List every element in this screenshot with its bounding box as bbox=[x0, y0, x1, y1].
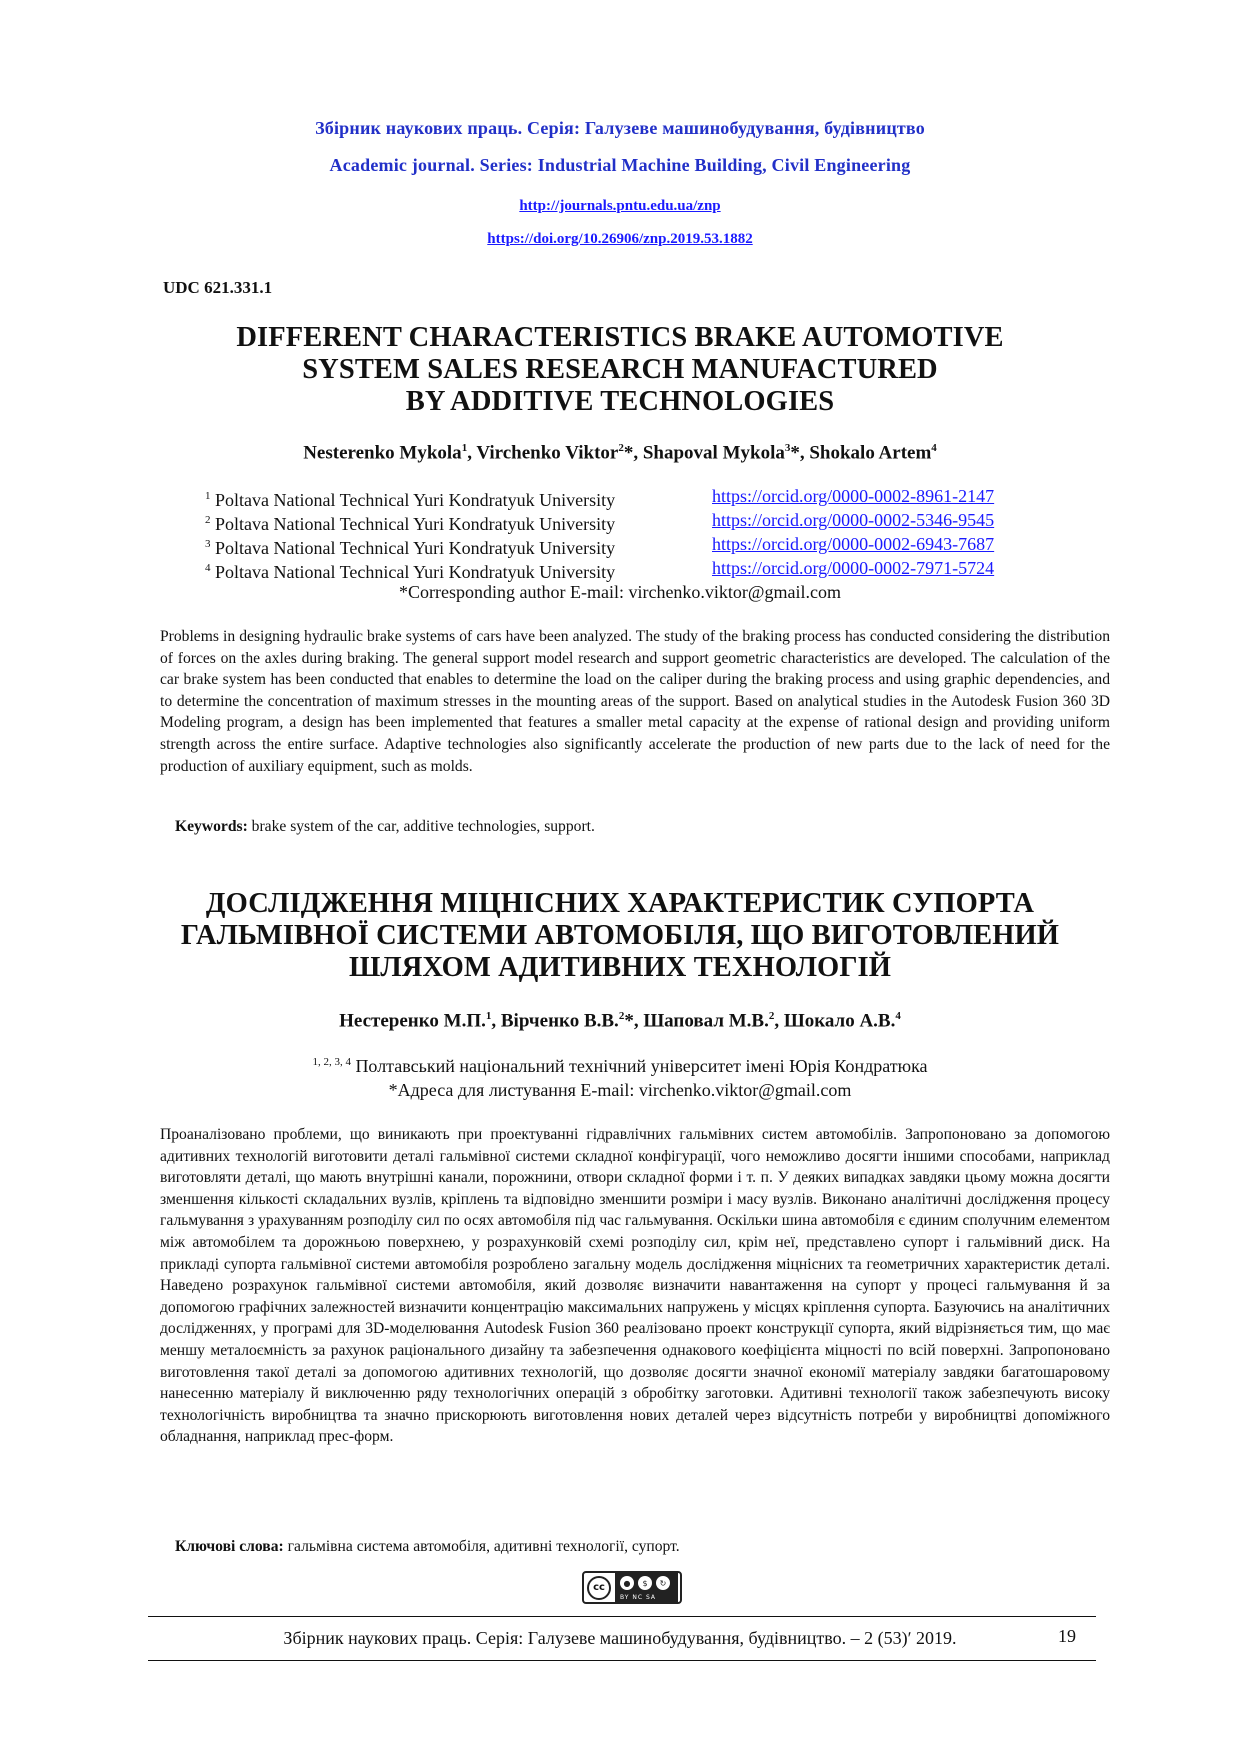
corresponding-author-uk: *Адреса для листування E-mail: virchenko.viktor@gmail.com bbox=[388, 1080, 852, 1100]
affiliation-uk bbox=[0, 1056, 1240, 1077]
journal-title-uk: Збірник наукових праць. Серія: Галузеве машинобудування, будівництво bbox=[315, 118, 925, 138]
affiliation-en-2 bbox=[205, 510, 615, 535]
journal-url-link[interactable]: http://journals.pntu.edu.ua/znp bbox=[519, 198, 721, 214]
author-sup: 1 bbox=[485, 1010, 492, 1022]
affiliation-en-3 bbox=[205, 534, 615, 559]
author-sep: *, bbox=[623, 442, 643, 464]
orcid-link-3[interactable]: https://orcid.org/0000-0002-6943-7687 bbox=[712, 534, 995, 554]
author-sup: 2 bbox=[618, 1010, 625, 1022]
author-name: Virchenko Viktor bbox=[476, 442, 619, 464]
affiliation-en-4 bbox=[205, 558, 615, 583]
affiliation-name: Poltava National Technical Yuri Kondratyuk University bbox=[215, 490, 616, 510]
affiliation-en-1 bbox=[205, 486, 615, 511]
keywords-text: brake system of the car, additive technologies, support. bbox=[247, 818, 595, 835]
author-sep: , bbox=[491, 1010, 501, 1032]
journal-title-en: Academic journal. Series: Industrial Machine Building, Civil Engineering bbox=[329, 155, 911, 175]
authors-en bbox=[0, 442, 1240, 464]
title-en-line: BY ADDITIVE TECHNOLOGIES bbox=[405, 386, 835, 417]
orcid-link-4[interactable]: https://orcid.org/0000-0002-7971-5724 bbox=[712, 558, 995, 578]
footer-bottom-rule bbox=[148, 1660, 1096, 1661]
author-sep: *, bbox=[624, 1010, 644, 1032]
author-name: Вірченко В.В. bbox=[500, 1010, 619, 1032]
affiliation-sup: 1 bbox=[205, 490, 211, 502]
footer-citation: Збірник наукових праць. Серія: Галузеве машинобудування, будівництво. – 2 (53)ʹ 2019. bbox=[283, 1628, 957, 1648]
affiliation-sup: 2 bbox=[205, 514, 211, 526]
affiliation-sup: 1, 2, 3, 4 bbox=[312, 1056, 351, 1068]
orcid-link-2[interactable]: https://orcid.org/0000-0002-5346-9545 bbox=[712, 510, 995, 530]
author-name: Шокало А.В. bbox=[783, 1010, 896, 1032]
title-uk bbox=[0, 888, 1240, 984]
author-sep: , bbox=[774, 1010, 784, 1032]
cc-license-badge[interactable] bbox=[582, 1571, 682, 1604]
keywords-label: Keywords: bbox=[175, 818, 248, 835]
title-en bbox=[0, 322, 1240, 418]
title-uk-line: ГАЛЬМІВНОЇ СИСТЕМИ АВТОМОБІЛЯ, ЩО ВИГОТОВЛЕНИЙ bbox=[180, 920, 1060, 951]
author-name: Nesterenko Mykola bbox=[303, 442, 462, 464]
author-sup: 2 bbox=[618, 442, 624, 454]
license-terms-bar bbox=[615, 1573, 678, 1602]
authors-uk bbox=[0, 1010, 1240, 1032]
attribution-icon: ● bbox=[620, 1576, 634, 1590]
abstract-uk: Проаналізовано проблеми, що виникають при проектуванні гідравлічних гальмівних систем автомобілів. Запропоновано за допомогою адитивних технологій виготовити деталі гальмівної системи складної конфігурації, чого неможливо досягти іншими способами, наприклад виготовляти деталі, що мають внутрішні канали, порожнини, отвори складної форми і т. п. У деяких випадках завдяки цьому можна досягти зменшення кількості складальних вузлів, кріплень та відповідно зменшити розміри і масу вузлів. Виконано аналітичні дослідження процесу гальмування з урахуванням розподілу сил по осях автомобіля під час гальмування. Оскільки шина автомобіля є єдиним сполучним елементом між автомобілем та дорожньою поверхнею, у розрахунковій схемі розподілу сил, крім неї, представлено супорт і гальмівний диск. На прикладі супорта гальмівної системи автомобіля розроблено загальну модель дослідження міцнісних та геометричних характеристик деталі. Наведено розрахунок гальмівної системи автомобіля, який дозволяє визначити навантаження на супорт у процесі гальмування й за допомогою графічних залежностей визначити концентрацію максимальних напружень у місцях кріплення супорта. Базуючись на аналітичних дослідженнях, у програмі для 3D-моделювання Autodesk Fusion 360 реалізовано проект конструкції супорта, який відрізняється тим, що має меншу металоємність за рахунок раціонального дизайну та забезпечення однакового коефіцієнта міцності по всій поверхні. Запропоновано виготовлення такої деталі за допомогою адитивних технологій, що дозволяє досягти значної економії матеріалу завдяки багатошаровому нанесенню матеріалу й виключенню ряду технологічних операцій з обробітку заготовки. Адитивні технології також забезпечують високу технологічність виробництва та значно прискорюють виготовлення нових деталей через відсутність потреби у виробництві допоміжного обладнання, наприклад прес-форм. bbox=[160, 1126, 1110, 1446]
keywords-text: гальмівна система автомобіля, адитивні технології, супорт. bbox=[283, 1538, 680, 1555]
author-sup: 2 bbox=[768, 1010, 775, 1022]
title-uk-line: ШЛЯХОМ АДИТИВНИХ ТЕХНОЛОГІЙ bbox=[348, 952, 892, 983]
noncommercial-icon: $ bbox=[638, 1576, 652, 1590]
affiliation-sup: 3 bbox=[205, 538, 211, 550]
author-name: Нестеренко М.П. bbox=[339, 1010, 486, 1032]
author-name: Shapoval Mykola bbox=[642, 442, 785, 464]
author-sup: 3 bbox=[784, 442, 791, 454]
title-en-line: DIFFERENT CHARACTERISTICS BRAKE AUTOMOTIVE bbox=[236, 322, 1004, 353]
footer-top-rule bbox=[148, 1616, 1096, 1617]
page-number: 19 bbox=[1058, 1626, 1076, 1646]
author-name: Шаповал М.В. bbox=[643, 1010, 769, 1032]
abstract-en: Problems in designing hydraulic brake systems of cars have been analyzed. The study of the braking process has conducted considering the distribution of forces on the axles during braking. The general support model research and support geometric characteristics are developed. The calculation of the car brake system has been conducted that enables to determine the load on the caliper during the braking process and using graphic dependencies, and to determine the concentration of maximum stresses in the mounting areas of the support. Based on analytical studies in the Autodesk Fusion 360 3D Modeling program, a design has been implemented that features a smaller metal capacity at the expense of rational design and providing uniform strength across the entire surface. Adaptive technologies also significantly accelerate the production of new parts due to the lack of need for the production of auxiliary equipment, such as molds. bbox=[160, 628, 1110, 775]
affiliation-name: Poltava National Technical Yuri Kondratyuk University bbox=[215, 562, 616, 582]
sharealike-icon: ↻ bbox=[656, 1576, 670, 1590]
affiliation-name: Poltava National Technical Yuri Kondratyuk University bbox=[215, 514, 616, 534]
author-sep: , bbox=[467, 442, 477, 464]
author-sup: 1 bbox=[461, 442, 468, 454]
title-uk-line: ДОСЛІДЖЕННЯ МІЦНІСНИХ ХАРАКТЕРИСТИК СУПОРТА bbox=[205, 888, 1035, 919]
affiliation-name: Poltava National Technical Yuri Kondratyuk University bbox=[215, 538, 616, 558]
keywords-label: Ключові слова: bbox=[175, 1538, 284, 1555]
doi-link[interactable]: https://doi.org/10.26906/znp.2019.53.1882 bbox=[487, 231, 753, 247]
keywords-en bbox=[175, 818, 595, 836]
author-name: Shokalo Artem bbox=[809, 442, 932, 464]
author-sup: 4 bbox=[895, 1010, 901, 1022]
author-sep: *, bbox=[790, 442, 810, 464]
keywords-uk bbox=[175, 1538, 680, 1556]
title-en-line: SYSTEM SALES RESEARCH MANUFACTURED bbox=[302, 354, 938, 385]
license-labels: BY NC SA bbox=[620, 1594, 656, 1601]
affiliation-name: Полтавський національний технічний університет імені Юрія Кондратюка bbox=[350, 1056, 928, 1076]
author-sup: 4 bbox=[931, 442, 937, 454]
corresponding-author-en: *Corresponding author E-mail: virchenko.viktor@gmail.com bbox=[399, 582, 841, 602]
affiliation-sup: 4 bbox=[205, 562, 211, 574]
orcid-link-1[interactable]: https://orcid.org/0000-0002-8961-2147 bbox=[712, 486, 995, 506]
cc-icon: cc bbox=[587, 1576, 611, 1600]
udc-code: UDC 621.331.1 bbox=[163, 278, 273, 297]
